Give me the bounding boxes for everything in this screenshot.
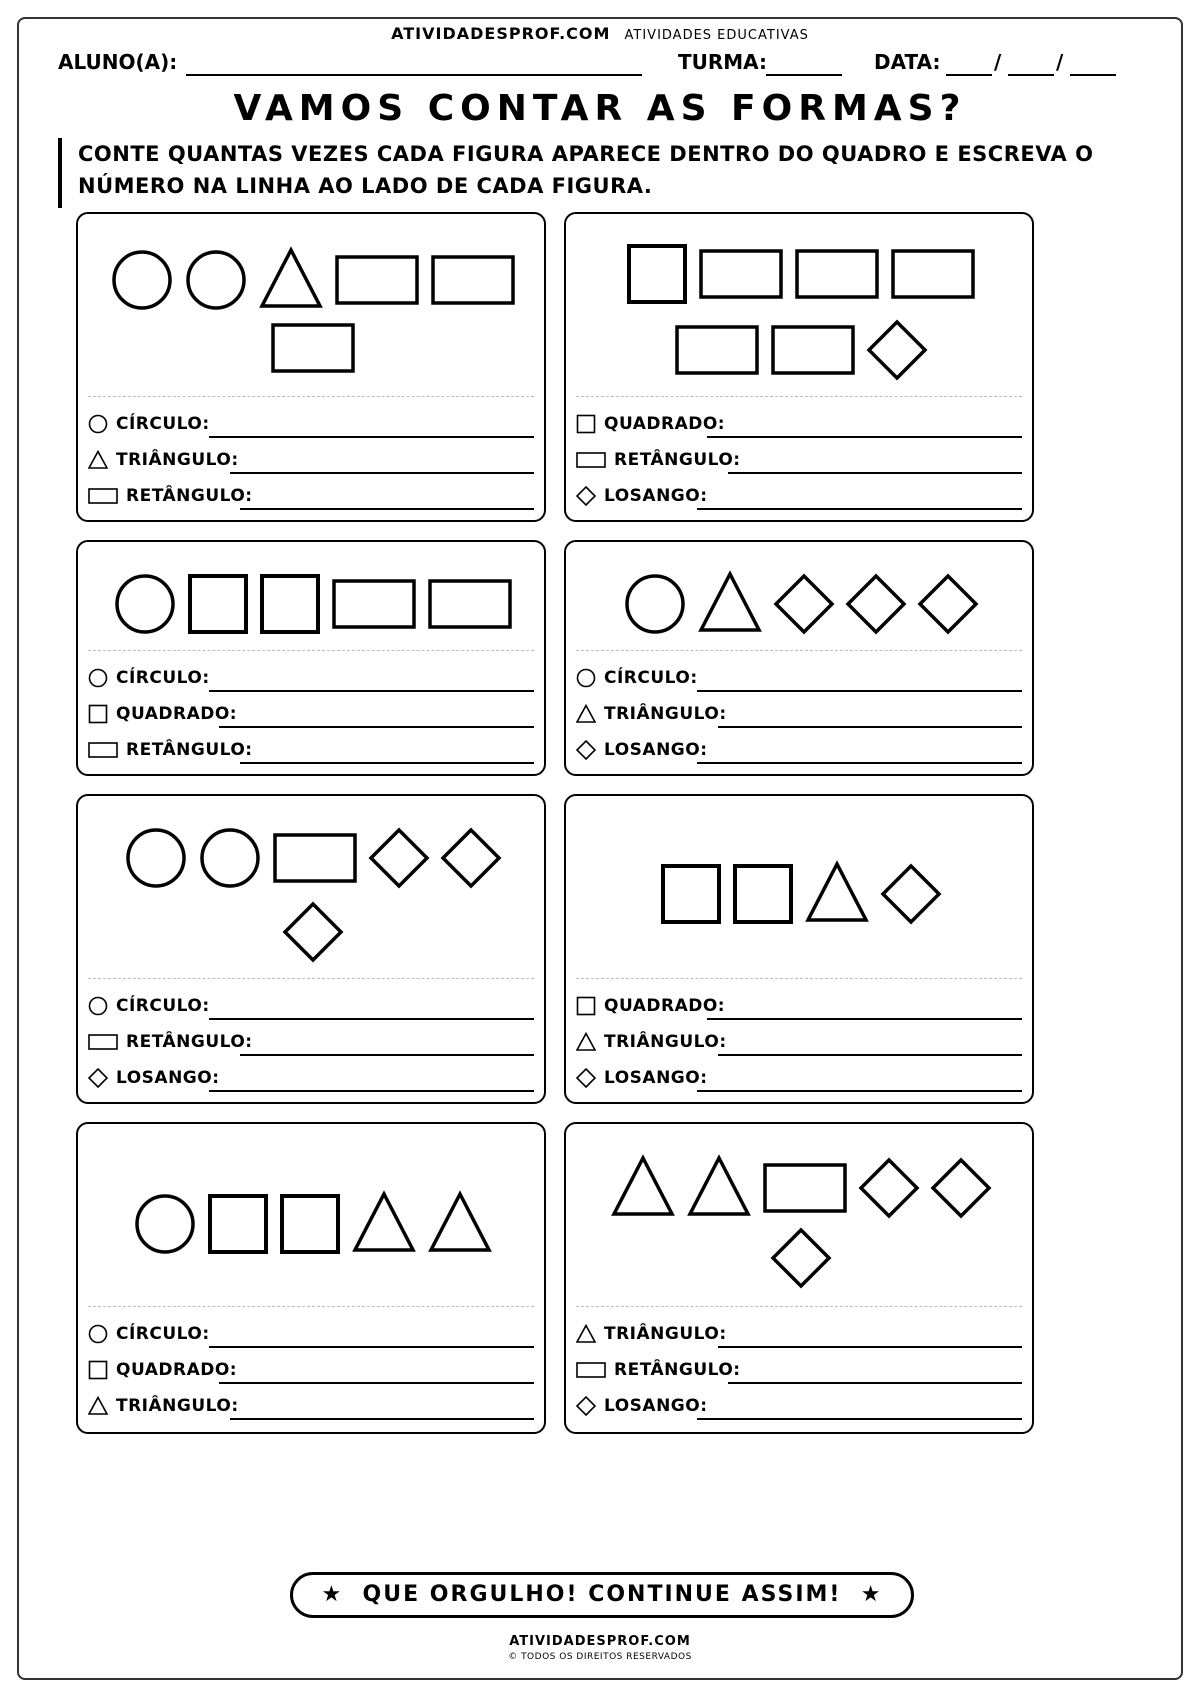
answer-row-circle: [88, 1320, 534, 1350]
answer-label: LOSANGO:: [116, 1068, 220, 1088]
shape-count-card: [76, 1122, 546, 1434]
card-divider: [88, 1306, 534, 1307]
answer-line[interactable]: [728, 472, 1022, 474]
diamond-shape: [776, 576, 832, 632]
circle-shape: [117, 576, 173, 632]
shapes-area: [78, 214, 548, 524]
triangle-shape: [690, 1158, 748, 1214]
diamond-icon: [576, 486, 596, 506]
square-shape: [282, 1196, 338, 1252]
answer-line[interactable]: [697, 1090, 1022, 1092]
rectangle-shape: [334, 581, 414, 627]
square-icon: [576, 996, 596, 1016]
date-day-field[interactable]: [946, 74, 992, 76]
diamond-icon: [576, 1396, 596, 1416]
answer-line[interactable]: [219, 1382, 534, 1384]
answer-label: QUADRADO:: [604, 996, 726, 1016]
answer-label: LOSANGO:: [604, 1396, 708, 1416]
diamond-shape: [933, 1160, 989, 1216]
answer-label: RETÂNGULO:: [126, 1032, 253, 1052]
shape-count-card: [76, 540, 546, 776]
answer-label: QUADRADO:: [116, 1360, 238, 1380]
answer-row-diamond: [576, 1064, 1022, 1094]
shapes-area: [78, 1124, 548, 1436]
triangle-shape: [614, 1158, 672, 1214]
rectangle-icon: [88, 486, 118, 506]
circle-shape: [137, 1196, 193, 1252]
diamond-shape: [285, 904, 341, 960]
answer-row-rectangle: [88, 482, 534, 512]
shapes-area: [566, 796, 1036, 1106]
diamond-icon: [576, 1068, 596, 1088]
footer-banner: [290, 1572, 914, 1618]
answer-row-diamond: [576, 482, 1022, 512]
circle-icon: [576, 668, 596, 688]
circle-icon: [88, 996, 108, 1016]
square-shape: [190, 576, 246, 632]
date-month-field[interactable]: [1008, 74, 1054, 76]
rectangle-shape: [275, 835, 355, 881]
answer-line[interactable]: [728, 1382, 1022, 1384]
answer-line[interactable]: [697, 762, 1022, 764]
circle-shape: [202, 830, 258, 886]
answer-line[interactable]: [718, 1054, 1022, 1056]
triangle-icon: [576, 1324, 596, 1344]
answer-row-triangle: [88, 446, 534, 476]
shape-count-card: [564, 794, 1034, 1104]
answer-line[interactable]: [240, 508, 534, 510]
student-name-field[interactable]: [186, 74, 642, 76]
answer-row-diamond: [576, 736, 1022, 766]
rectangle-icon: [88, 1032, 118, 1052]
date-label: DATA:: [874, 50, 941, 74]
answer-row-diamond: [576, 1392, 1022, 1422]
diamond-shape: [920, 576, 976, 632]
footer-message: QUE ORGULHO! CONTINUE ASSIM!: [362, 1582, 842, 1607]
triangle-shape: [701, 574, 759, 630]
diamond-icon: [576, 740, 596, 760]
answer-row-rectangle: [88, 736, 534, 766]
shapes-area: [566, 214, 1036, 524]
answer-line[interactable]: [697, 1418, 1022, 1420]
square-shape: [262, 576, 318, 632]
class-field[interactable]: [766, 74, 842, 76]
diamond-shape: [773, 1230, 829, 1286]
rectangle-shape: [430, 581, 510, 627]
answer-label: CÍRCULO:: [116, 996, 210, 1016]
answer-line[interactable]: [707, 436, 1022, 438]
answer-label: CÍRCULO:: [116, 1324, 210, 1344]
star-icon: ★: [860, 1582, 883, 1607]
date-separator: /: [1056, 50, 1064, 74]
answer-label: QUADRADO:: [604, 414, 726, 434]
rectangle-shape: [765, 1165, 845, 1211]
footer-rights: © TODOS OS DIREITOS RESERVADOS: [508, 1652, 692, 1662]
triangle-shape: [355, 1194, 413, 1250]
circle-shape: [188, 252, 244, 308]
card-divider: [88, 650, 534, 651]
square-icon: [88, 1360, 108, 1380]
card-divider: [576, 650, 1022, 651]
answer-label: TRIÂNGULO:: [604, 704, 727, 724]
answer-label: QUADRADO:: [116, 704, 238, 724]
triangle-icon: [576, 1032, 596, 1052]
square-shape: [735, 866, 791, 922]
instruction-line-1: CONTE QUANTAS VEZES CADA FIGURA APARECE DENTRO DO QUADRO E ESCREVA O: [78, 142, 1094, 166]
shape-count-card: [564, 1122, 1034, 1434]
circle-shape: [627, 576, 683, 632]
square-shape: [629, 246, 685, 302]
answer-row-circle: [576, 664, 1022, 694]
card-divider: [88, 396, 534, 397]
student-info-row: [58, 50, 1148, 80]
card-divider: [576, 396, 1022, 397]
answer-row-triangle: [88, 1392, 534, 1422]
answer-label: CÍRCULO:: [116, 414, 210, 434]
answer-line[interactable]: [209, 1018, 534, 1020]
square-icon: [88, 704, 108, 724]
answer-label: TRIÂNGULO:: [116, 450, 239, 470]
diamond-shape: [371, 830, 427, 886]
answer-line[interactable]: [718, 726, 1022, 728]
answer-row-circle: [88, 664, 534, 694]
shapes-area: [78, 796, 548, 1106]
instruction-text: [58, 138, 1118, 208]
answer-line[interactable]: [209, 1346, 534, 1348]
rectangle-shape: [433, 257, 513, 303]
card-divider: [576, 1306, 1022, 1307]
answer-label: LOSANGO:: [604, 486, 708, 506]
answer-label: CÍRCULO:: [604, 668, 698, 688]
answer-label: RETÂNGULO:: [126, 486, 253, 506]
answer-line[interactable]: [697, 690, 1022, 692]
site-header: [0, 24, 1200, 43]
rectangle-shape: [701, 251, 781, 297]
diamond-shape: [861, 1160, 917, 1216]
answer-line[interactable]: [209, 436, 534, 438]
circle-shape: [128, 830, 184, 886]
square-icon: [576, 414, 596, 434]
shape-count-card: [564, 540, 1034, 776]
answer-line[interactable]: [707, 1018, 1022, 1020]
rectangle-shape: [773, 327, 853, 373]
answer-label: TRIÂNGULO:: [604, 1324, 727, 1344]
answer-line[interactable]: [209, 1090, 534, 1092]
answer-row-square: [576, 410, 1022, 440]
rectangle-shape: [273, 325, 353, 371]
answer-label: CÍRCULO:: [116, 668, 210, 688]
diamond-shape: [848, 576, 904, 632]
triangle-shape: [262, 250, 320, 306]
student-name-label: ALUNO(A):: [58, 50, 178, 74]
rectangle-shape: [893, 251, 973, 297]
card-divider: [88, 978, 534, 979]
answer-line[interactable]: [209, 690, 534, 692]
rectangle-icon: [576, 450, 606, 470]
rectangle-icon: [88, 740, 118, 760]
circle-icon: [88, 668, 108, 688]
triangle-shape: [808, 864, 866, 920]
diamond-shape: [443, 830, 499, 886]
rectangle-shape: [797, 251, 877, 297]
answer-line[interactable]: [230, 1418, 534, 1420]
rectangle-shape: [337, 257, 417, 303]
instruction-line-2: NÚMERO NA LINHA AO LADO DE CADA FIGURA.: [78, 174, 653, 198]
site-name: ATIVIDADESPROF.COM: [391, 24, 611, 43]
answer-row-square: [576, 992, 1022, 1022]
answer-label: RETÂNGULO:: [614, 1360, 741, 1380]
triangle-icon: [88, 1396, 108, 1416]
answer-line[interactable]: [718, 1346, 1022, 1348]
circle-icon: [88, 414, 108, 434]
answer-line[interactable]: [230, 472, 534, 474]
circle-shape: [114, 252, 170, 308]
answer-row-circle: [88, 992, 534, 1022]
answer-label: RETÂNGULO:: [614, 450, 741, 470]
answer-label: LOSANGO:: [604, 740, 708, 760]
date-separator: /: [994, 50, 1002, 74]
answer-label: RETÂNGULO:: [126, 740, 253, 760]
rectangle-shape: [677, 327, 757, 373]
answer-row-rectangle: [88, 1028, 534, 1058]
card-divider: [576, 978, 1022, 979]
shapes-area: [566, 1124, 1036, 1436]
diamond-icon: [88, 1068, 108, 1088]
page-title: VAMOS CONTAR AS FORMAS?: [233, 88, 967, 129]
circle-icon: [88, 1324, 108, 1344]
answer-line[interactable]: [240, 762, 534, 764]
answer-label: TRIÂNGULO:: [604, 1032, 727, 1052]
site-tagline: ATIVIDADES EDUCATIVAS: [624, 28, 809, 43]
triangle-icon: [88, 450, 108, 470]
answer-line[interactable]: [219, 726, 534, 728]
star-icon: ★: [321, 1582, 344, 1607]
answer-label: TRIÂNGULO:: [116, 1396, 239, 1416]
answer-row-triangle: [576, 1320, 1022, 1350]
class-label: TURMA:: [678, 50, 768, 74]
answer-line[interactable]: [697, 508, 1022, 510]
triangle-icon: [576, 704, 596, 724]
answer-row-rectangle: [576, 446, 1022, 476]
answer-row-triangle: [576, 1028, 1022, 1058]
answer-row-rectangle: [576, 1356, 1022, 1386]
rectangle-icon: [576, 1360, 606, 1380]
square-shape: [663, 866, 719, 922]
date-year-field[interactable]: [1070, 74, 1116, 76]
answer-row-square: [88, 700, 534, 730]
answer-row-triangle: [576, 700, 1022, 730]
answer-row-square: [88, 1356, 534, 1386]
shape-count-card: [564, 212, 1034, 522]
triangle-shape: [431, 1194, 489, 1250]
answer-label: LOSANGO:: [604, 1068, 708, 1088]
answer-row-diamond: [88, 1064, 534, 1094]
square-shape: [210, 1196, 266, 1252]
answer-line[interactable]: [240, 1054, 534, 1056]
shape-count-card: [76, 212, 546, 522]
diamond-shape: [883, 866, 939, 922]
diamond-shape: [869, 322, 925, 378]
shape-count-card: [76, 794, 546, 1104]
footer-site: ATIVIDADESPROF.COM: [509, 1634, 691, 1649]
answer-row-circle: [88, 410, 534, 440]
